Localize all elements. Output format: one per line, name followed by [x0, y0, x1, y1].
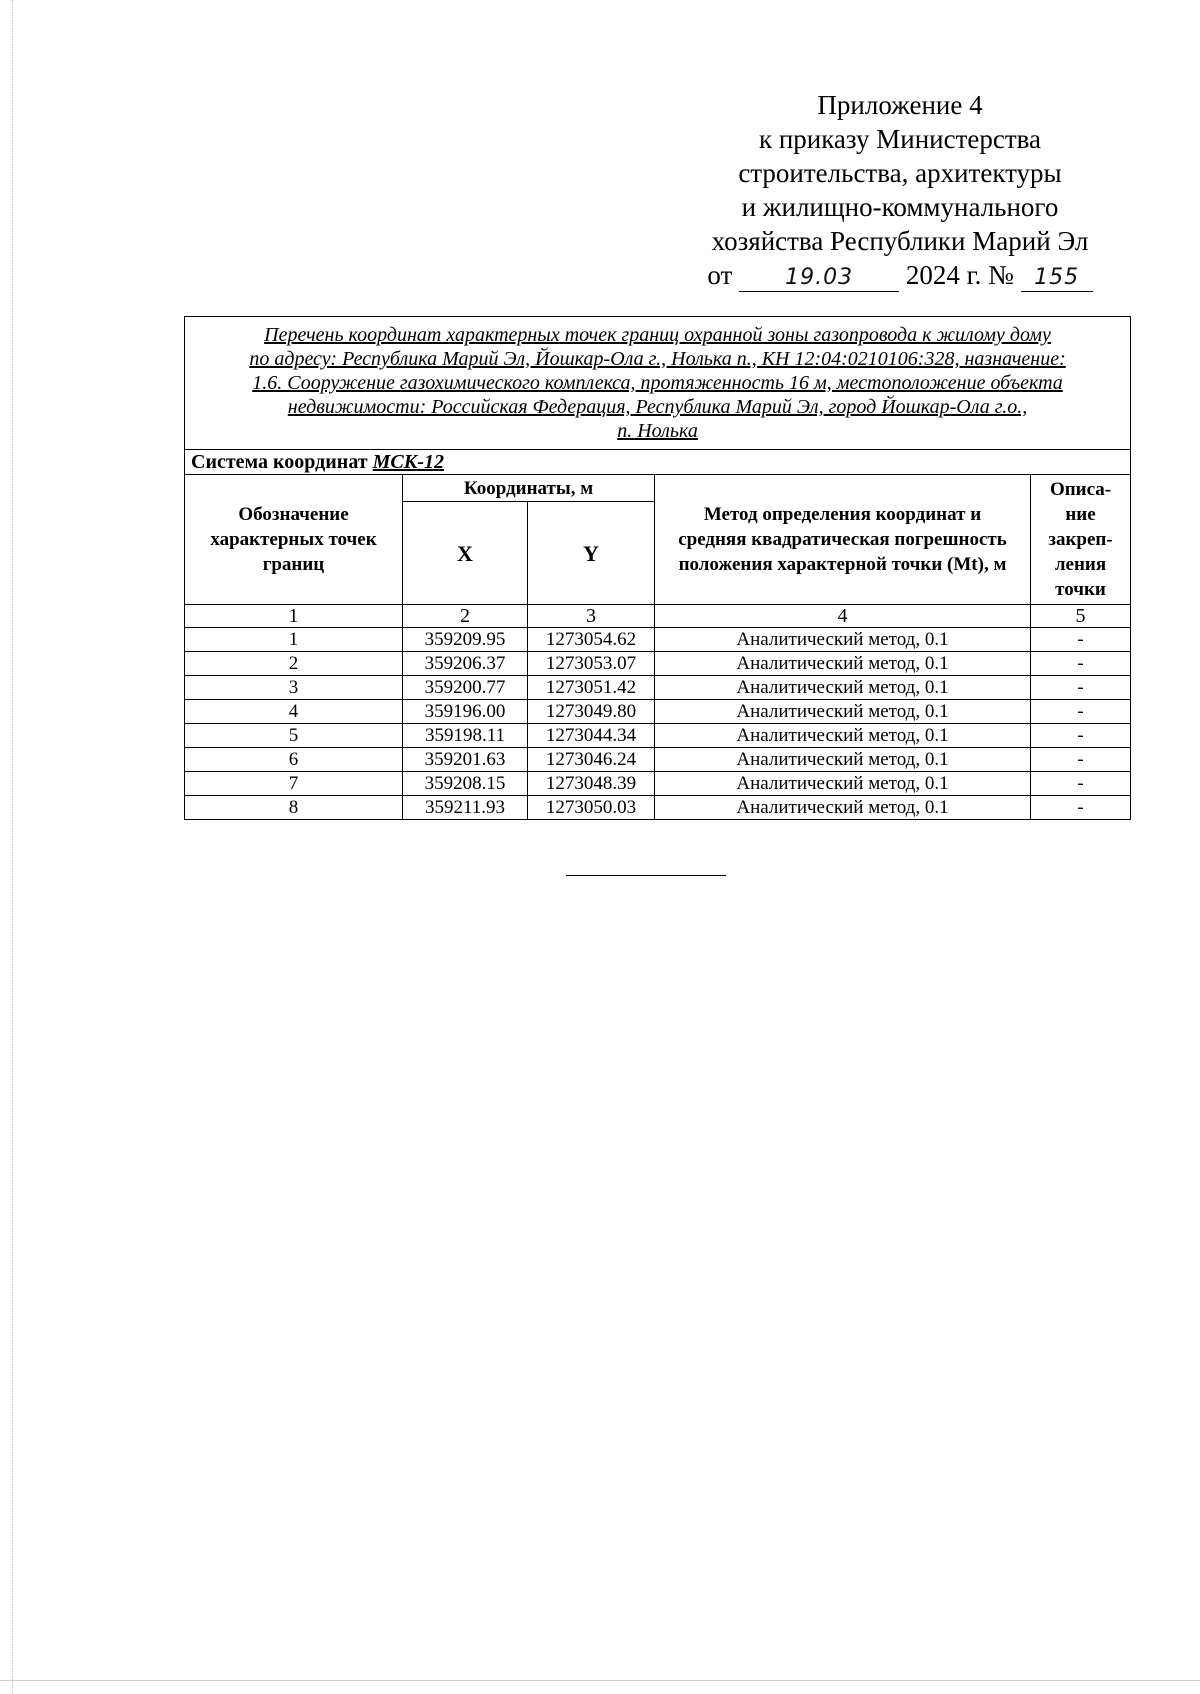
table-row — [185, 724, 1131, 748]
cell-y: 1273048.39 — [528, 772, 655, 796]
cell-x: 359198.11 — [403, 724, 528, 748]
header-x: X — [403, 502, 528, 605]
column-number: 5 — [1031, 605, 1131, 628]
cell-method: Аналитический метод, 0.1 — [655, 676, 1031, 700]
title-line: 1.6. Сооружение газохимического комплекса, протяженность 16 м, местоположение объекта — [252, 372, 1063, 394]
cell-point: 4 — [185, 700, 403, 724]
table-title — [185, 317, 1131, 450]
cell-x: 359209.95 — [403, 628, 528, 652]
annex-date-line — [690, 258, 1110, 292]
header-coordinates: Координаты, м — [403, 475, 655, 502]
column-number: 1 — [185, 605, 403, 628]
column-number-row — [185, 605, 1131, 628]
column-number: 4 — [655, 605, 1031, 628]
closing-separator-line — [566, 875, 726, 876]
table-row — [185, 748, 1131, 772]
cell-description: - — [1031, 676, 1131, 700]
cell-x: 359211.93 — [403, 796, 528, 820]
title-line: Перечень координат характерных точек границ охранной зоны газопровода к жилому дому — [264, 324, 1051, 346]
cell-point: 7 — [185, 772, 403, 796]
table-row — [185, 628, 1131, 652]
year-and-number-label: 2024 г. № — [905, 260, 1014, 290]
table-row — [185, 700, 1131, 724]
coordinates-table — [184, 316, 1131, 820]
cell-method: Аналитический метод, 0.1 — [655, 700, 1031, 724]
header-designation: Обозначение характерных точек границ — [185, 475, 403, 605]
annex-line-housing: и жилищно-коммунального — [741, 192, 1059, 222]
handwritten-order-number: 155 — [1021, 265, 1093, 292]
cell-y: 1273044.34 — [528, 724, 655, 748]
annex-line-order: к приказу Министерства — [758, 124, 1042, 154]
cell-description: - — [1031, 700, 1131, 724]
column-number: 2 — [403, 605, 528, 628]
cell-method: Аналитический метод, 0.1 — [655, 796, 1031, 820]
cell-method: Аналитический метод, 0.1 — [655, 748, 1031, 772]
date-prefix: от — [707, 260, 733, 290]
cell-x: 359206.37 — [403, 652, 528, 676]
header-description: Описа-ние закреп-ления точки — [1031, 475, 1131, 605]
cell-point: 1 — [185, 628, 403, 652]
table-row — [185, 772, 1131, 796]
cell-y: 1273046.24 — [528, 748, 655, 772]
cell-y: 1273051.42 — [528, 676, 655, 700]
title-line: недвижимости: Российская Федерация, Республика Марий Эл, город Йошкар-Ола г.о., — [287, 396, 1028, 418]
cell-point: 2 — [185, 652, 403, 676]
cell-description: - — [1031, 628, 1131, 652]
cell-y: 1273054.62 — [528, 628, 655, 652]
cell-description: - — [1031, 652, 1131, 676]
cell-x: 359200.77 — [403, 676, 528, 700]
table-row — [185, 796, 1131, 820]
column-number: 3 — [528, 605, 655, 628]
annex-header — [690, 88, 1110, 292]
title-line: п. Нолька — [617, 420, 698, 442]
cell-description: - — [1031, 772, 1131, 796]
cell-y: 1273049.80 — [528, 700, 655, 724]
cell-point: 3 — [185, 676, 403, 700]
scan-left-edge — [12, 0, 13, 1694]
cell-point: 5 — [185, 724, 403, 748]
cell-y: 1273053.07 — [528, 652, 655, 676]
header-y: Y — [528, 502, 655, 605]
title-line: по адресу: Республика Марий Эл, Йошкар-Ола г., Нолька п., КН 12:04:0210106:328, назначение: — [249, 348, 1066, 370]
annex-line-construction: строительства, архитектуры — [738, 158, 1062, 188]
cell-description: - — [1031, 748, 1131, 772]
cell-x: 359196.00 — [403, 700, 528, 724]
annex-title: Приложение 4 — [817, 90, 983, 120]
cell-point: 6 — [185, 748, 403, 772]
cell-x: 359201.63 — [403, 748, 528, 772]
cell-x: 359208.15 — [403, 772, 528, 796]
table-row — [185, 652, 1131, 676]
annex-line-ministry: хозяйства Республики Марий Эл — [711, 226, 1089, 256]
coordinate-system-value: МСК-12 — [372, 451, 444, 473]
cell-y: 1273050.03 — [528, 796, 655, 820]
header-method: Метод определения координат и средняя квадратическая погрешность положения характерной точки (Mt), м — [655, 475, 1031, 605]
coordinate-system-label: Система координат — [191, 451, 368, 473]
cell-method: Аналитический метод, 0.1 — [655, 628, 1031, 652]
cell-point: 8 — [185, 796, 403, 820]
cell-method: Аналитический метод, 0.1 — [655, 772, 1031, 796]
table-row — [185, 676, 1131, 700]
handwritten-date: 19.03 — [739, 265, 899, 292]
cell-description: - — [1031, 796, 1131, 820]
coordinate-system-row — [185, 450, 1131, 475]
cell-method: Аналитический метод, 0.1 — [655, 652, 1031, 676]
cell-description: - — [1031, 724, 1131, 748]
scan-bottom-edge — [0, 1680, 1200, 1681]
cell-method: Аналитический метод, 0.1 — [655, 724, 1031, 748]
